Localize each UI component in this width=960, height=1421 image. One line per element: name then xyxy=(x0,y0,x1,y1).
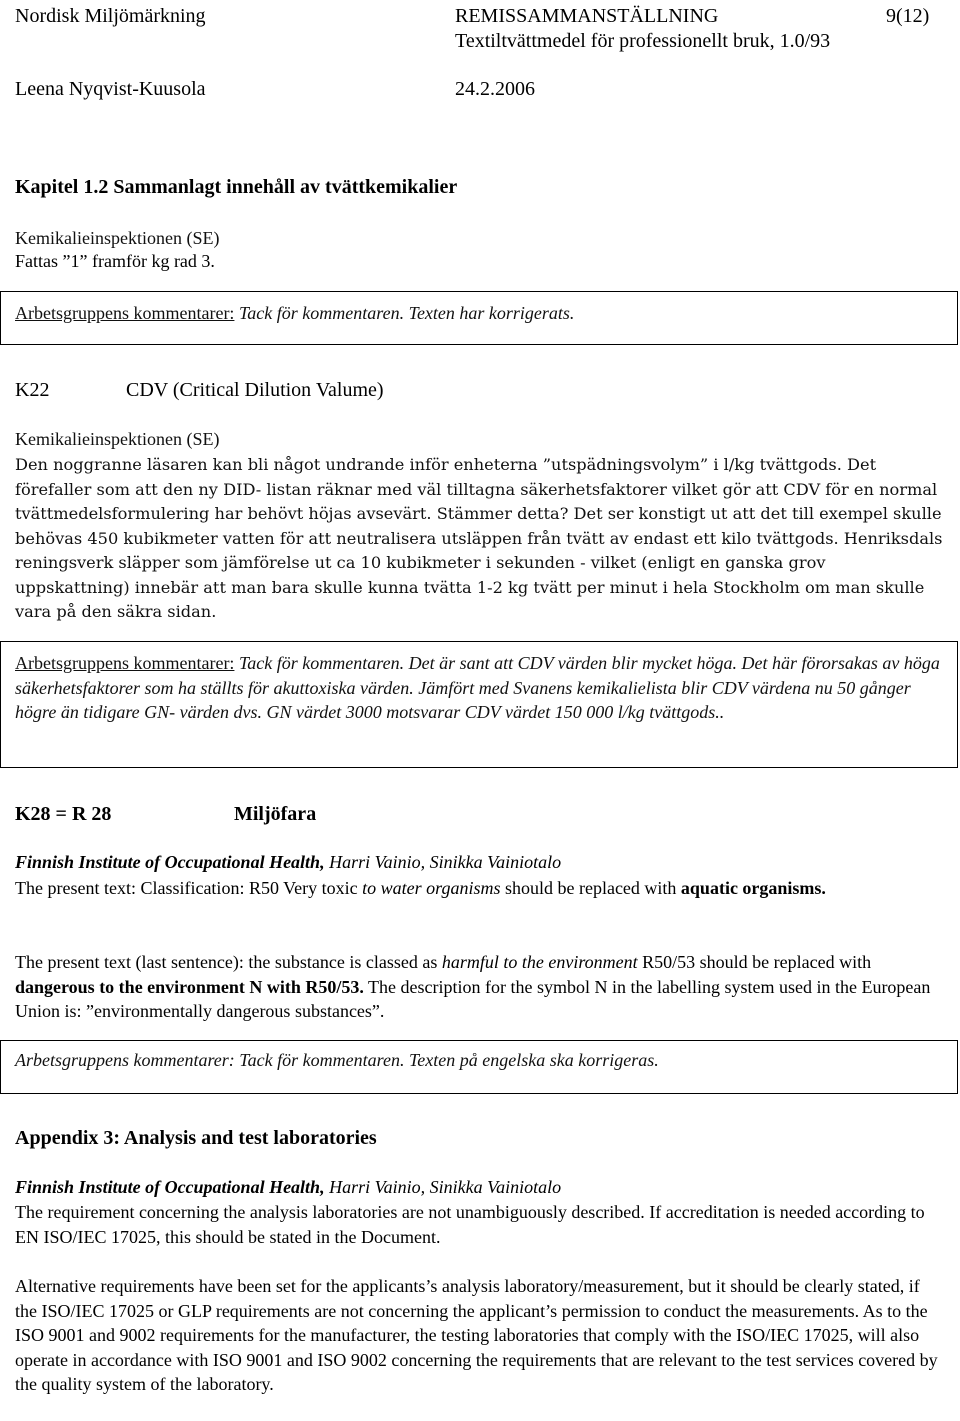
source-org: Finnish Institute of Occupational Health, xyxy=(15,852,325,872)
appendix-3-heading: Appendix 3: Analysis and test laboratories xyxy=(15,1127,377,1149)
k22-code: K22 xyxy=(15,379,50,401)
appendix-3-paragraph-1: The requirement concerning the analysis laboratories are not unambiguously described. If accreditation is needed according to EN ISO/IEC 17025, this should be stated in the Document. xyxy=(15,1202,925,1247)
header-page-number: 9(12) xyxy=(886,5,930,27)
chapter-1-2-comment: Fattas ”1” framför kg rad 3. xyxy=(15,251,215,271)
reply-text: Tack för kommentaren. Det är sant att CDV värden blir mycket höga. Det här förorsakas av höga säkerhetsfaktorer som ha ställts för akuttoxiska värden. Jämfört med Svanens kemikalielista blir CDV värdena nu 50 gånger högre än tidigare GN- värden dvs. GN värdet 3000 motsvarar CDV värdet 150 000 l/kg tvättgods.. xyxy=(15,653,940,723)
k22-reply xyxy=(15,651,950,725)
k28-reply-box xyxy=(0,1040,958,1094)
k28-source xyxy=(15,853,561,871)
text-run: harmful to the environment xyxy=(441,952,638,972)
text-run: The description for the symbol N in the labelling system used in the European Union is: ”environmentally dangerous substances”. xyxy=(15,976,931,1022)
k28-title: Miljöfara xyxy=(234,803,317,825)
header-org: Nordisk Miljömärkning xyxy=(15,5,206,27)
reply-label: Arbetsgruppens kommentarer: xyxy=(15,303,235,323)
k28-code: K28 = R 28 xyxy=(15,803,112,825)
text-run: The present text: Classification: R50 Very toxic xyxy=(15,878,363,898)
text-run: The present text (last sentence): the substance is classed as xyxy=(15,952,442,972)
text-run: aquatic organisms. xyxy=(680,878,826,898)
text-run: to water organisms xyxy=(362,878,501,898)
text-run: dangerous to the environment N with R50/53. xyxy=(15,976,364,997)
source-authors: Harri Vainio, Sinikka Vainiotalo xyxy=(324,1177,562,1197)
reply-text: Tack för kommentaren. Texten har korrigerats. xyxy=(234,303,575,323)
header-author: Leena Nyqvist-Kuusola xyxy=(15,78,206,100)
chapter-1-2-reply xyxy=(15,304,574,322)
chapter-1-2-reply-box xyxy=(0,291,958,345)
source-authors: Harri Vainio, Sinikka Vainiotalo xyxy=(324,852,562,872)
k22-source: Kemikalieinspektionen (SE) xyxy=(15,429,220,449)
header-date: 24.2.2006 xyxy=(455,78,535,100)
chapter-1-2-source: Kemikalieinspektionen (SE) xyxy=(15,228,220,248)
source-org: Finnish Institute of Occupational Health, xyxy=(15,1177,325,1197)
k28-reply: Arbetsgruppens kommentarer: Tack för kommentaren. Texten på engelska ska korrigeras. xyxy=(15,1050,659,1070)
k28-paragraph-2 xyxy=(15,950,945,1024)
text-run: R50/53 should be replaced with xyxy=(637,952,872,972)
k22-reply-box xyxy=(0,641,958,768)
k28-paragraph-1 xyxy=(15,876,945,901)
appendix-3-source xyxy=(15,1178,561,1196)
reply-label: Arbetsgruppens kommentarer: xyxy=(15,653,235,673)
k22-comment: Den noggranne läsaren kan bli något undrande inför enheterna ”utspädningsvolym” i l/kg tvättgods. Det förefaller som att den ny DID- listan räknar med väl tilltagna säkerhetsfaktorer vilket gör att CDV för en normal tvättmedelsformulering har behövt höjas avsevärt. Stämmer detta? Det ser konstigt ut att det till exempel skulle behövas 450 kubikmeter vatten för att neutralisera utsläppen från tvätt av endast ett kilo tvättgods. Henriksdals reningsverk släpper som jämförelse ut ca 10 kubikmeter i sekunden - vilket (enligt en ganska grov uppskattning) innebär att man bara skulle kunna tvätta 1-2 kg tvätt per minut i hela Stockholm om man skulle vara på den säkra sidan. xyxy=(15,455,943,621)
chapter-1-2-heading: Kapitel 1.2 Sammanlagt innehåll av tvättkemikalier xyxy=(15,176,458,198)
header-subtitle: Textiltvättmedel för professionellt bruk, 1.0/93 xyxy=(455,30,831,52)
k22-title: CDV (Critical Dilution Valume) xyxy=(126,379,384,401)
text-run: should be replaced with xyxy=(500,878,681,898)
appendix-3-paragraph-2: Alternative requirements have been set for the applicants’s analysis laboratory/measurement, but it should be clearly stated, if the ISO/IEC 17025 or GLP requirements are not concerning the applicant’s permission to conduct the measurements. As to the ISO 9001 and 9002 requirements for the manufacturer, the testing laboratories that comply with the ISO/IEC 17025, will also operate in accordance with ISO 9001 and ISO 9002 concerning the requirements that are relevant to the test services covered by the quality system of the laboratory. xyxy=(15,1276,938,1395)
header-doc-type: REMISSAMMANSTÄLLNING xyxy=(455,5,719,27)
